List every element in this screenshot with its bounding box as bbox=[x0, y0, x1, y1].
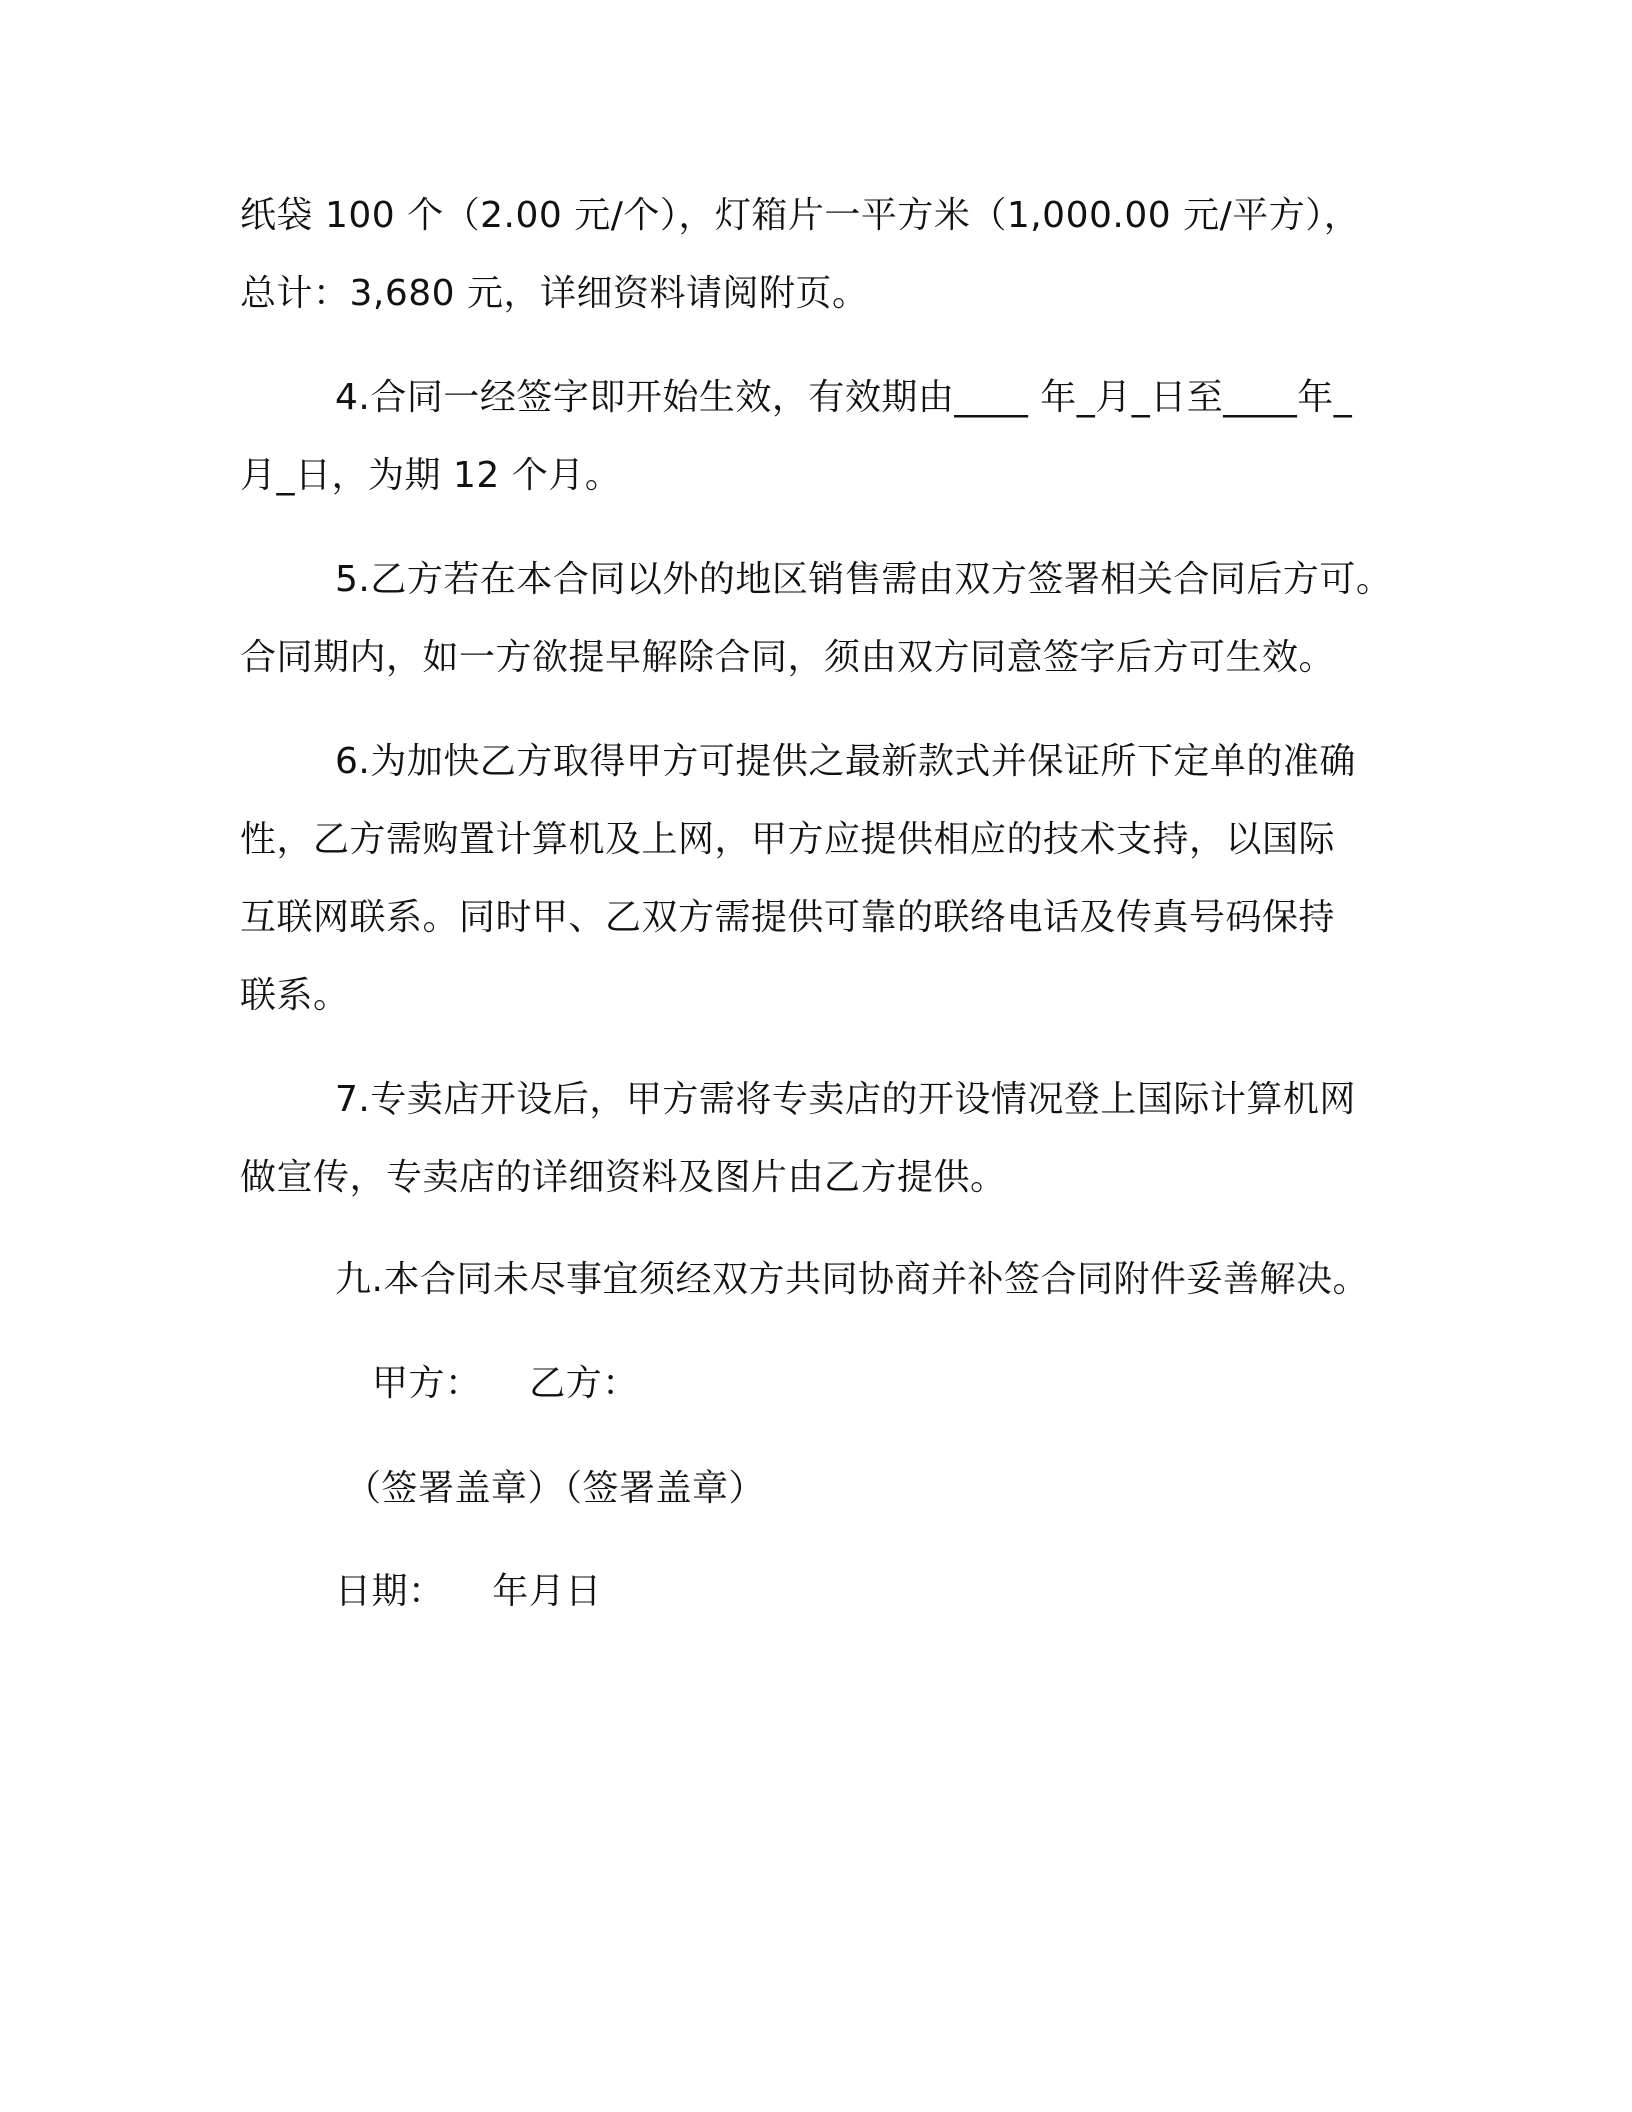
clause-6-line-3: 互联网联系。同时甲、乙双方需提供可靠的联络电话及传真号码保持 bbox=[240, 897, 1336, 938]
paragraph-3-line-1: 纸袋 100 个（2.00 元/个），灯箱片一平方米（1,000.00 元/平方）， bbox=[240, 195, 1361, 236]
clause-6-line-1: 6.为加快乙方取得甲方可提供之最新款式并保证所下定单的准确 bbox=[335, 741, 1356, 782]
clause-4-line-1: 4.合同一经签字即开始生效，有效期由____ 年_月_日至____年_ bbox=[335, 377, 1353, 418]
signature-date: 日期： 年月日 bbox=[335, 1571, 602, 1612]
clause-7-line-2: 做宣传，专卖店的详细资料及图片由乙方提供。 bbox=[240, 1157, 1007, 1198]
clause-6-line-4: 联系。 bbox=[240, 975, 350, 1016]
clause-7-line-1: 7.专卖店开设后，甲方需将专卖店的开设情况登上国际计算机网 bbox=[335, 1079, 1356, 1120]
clause-4-line-2: 月_日，为期 12 个月。 bbox=[240, 455, 622, 496]
clause-5-line-2: 合同期内，如一方欲提早解除合同，须由双方同意签字后方可生效。 bbox=[240, 637, 1336, 678]
clause-5-line-1: 5.乙方若在本合同以外的地区销售需由双方签署相关合同后方可。 bbox=[335, 559, 1393, 600]
paragraph-3-line-2: 总计：3,680 元，详细资料请阅附页。 bbox=[240, 273, 869, 314]
clause-9: 九.本合同未尽事宜须经双方共同协商并补签合同附件妥善解决。 bbox=[335, 1259, 1369, 1300]
clause-6-line-2: 性，乙方需购置计算机及上网，甲方应提供相应的技术支持，以国际 bbox=[240, 819, 1336, 860]
signature-parties: 甲方： 乙方： bbox=[372, 1363, 639, 1404]
signature-seal-labels: （签署盖章）（签署盖章） bbox=[345, 1468, 766, 1509]
